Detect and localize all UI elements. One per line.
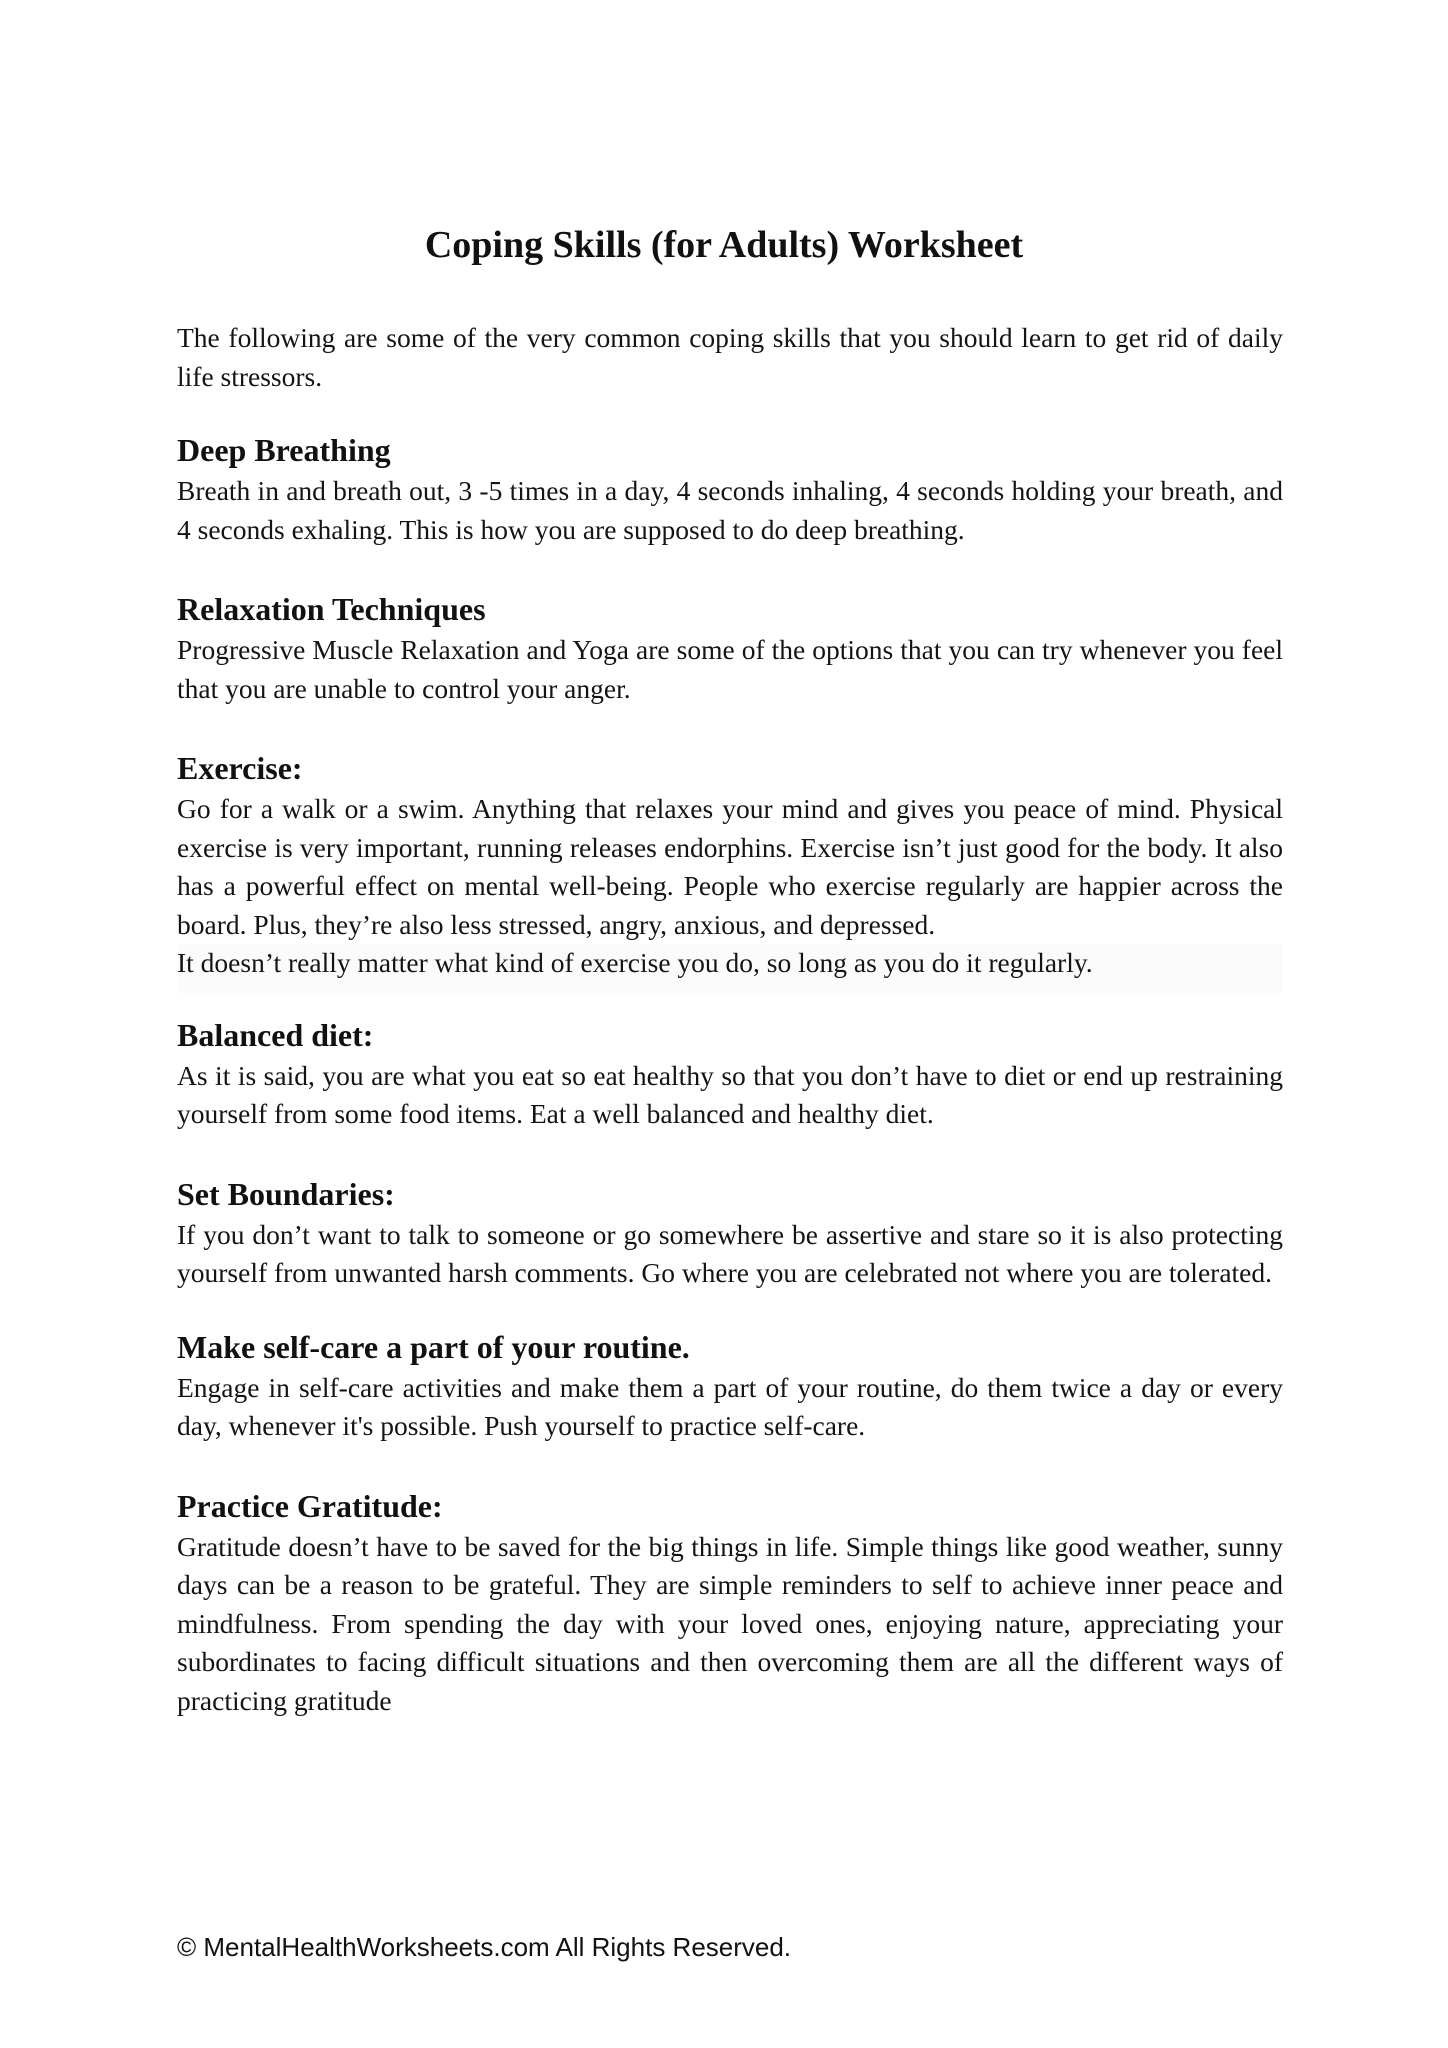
page-title: Coping Skills (for Adults) Worksheet [424,224,1024,266]
section-balanced-diet [177,1013,1283,1134]
worksheet-content [177,318,1283,1720]
section-body: Progressive Muscle Relaxation and Yoga are some of the options that you can try whenever you feel that you are unable to control your anger. [177,634,1283,704]
section-set-boundaries [177,1172,1283,1293]
shaded-text-block [177,944,1283,993]
section-exercise [177,746,1283,993]
section-heading: Deep Breathing [177,432,391,468]
section-body: Gratitude doesn’t have to be saved for the big things in life. Simple things like good weather, sunny days can be a reason to be grateful. They are simple reminders to self to achieve inner peace and mindfulness. From spending the day with your loved ones, enjoying nature, appreciating your subordinates to facing difficult situations and then overcoming them are all the different ways of practicing gratitude [177,1530,1283,1716]
copyright-footer: © MentalHealthWorksheets.com All Rights Reserved. [177,1932,792,1962]
section-body: Breath in and breath out, 3 -5 times in a day, 4 seconds inhaling, 4 seconds holding your breath, and 4 seconds exhaling. This is how you are supposed to do deep breathing. [177,475,1283,545]
section-self-care [177,1325,1283,1446]
section-body: Engage in self-care activities and make them a part of your routine, do them twice a day or every day, whenever it's possible. Push yourself to practice self-care. [177,1371,1283,1441]
section-heading: Exercise: [177,750,303,786]
section-heading: Relaxation Techniques [177,591,486,627]
section-body: As it is said, you are what you eat so eat healthy so that you don’t have to diet or end up restraining yourself from some food items. Eat a well balanced and healthy diet. [177,1059,1283,1129]
section-heading: Make self-care a part of your routine. [177,1328,690,1365]
section-body: Go for a walk or a swim. Anything that relaxes your mind and gives you peace of mind. Physical exercise is very important, running releases endorphins. Exercise isn’t just good for the body. It also has a powerful effect on mental well-being. People who exercise regularly are happier across the board. Plus, they’re also less stressed, angry, anxious, and depressed. [177,793,1283,940]
section-deep-breathing [177,428,1283,549]
section-heading: Balanced diet: [177,1016,374,1053]
section-body-extra: It doesn’t really matter what kind of exercise you do, so long as you do it regularly. [177,947,1093,978]
section-heading: Practice Gratitude: [177,1487,443,1524]
intro-paragraph: The following are some of the very common coping skills that you should learn to get rid of daily life stressors. [177,322,1283,392]
section-body: If you don’t want to talk to someone or go somewhere be assertive and stare so it is also protecting yourself from unwanted harsh comments. Go where you are celebrated not where you are tolerated. [177,1218,1283,1288]
section-practice-gratitude [177,1484,1283,1721]
section-heading: Set Boundaries: [177,1175,395,1212]
section-relaxation-techniques [177,587,1283,708]
